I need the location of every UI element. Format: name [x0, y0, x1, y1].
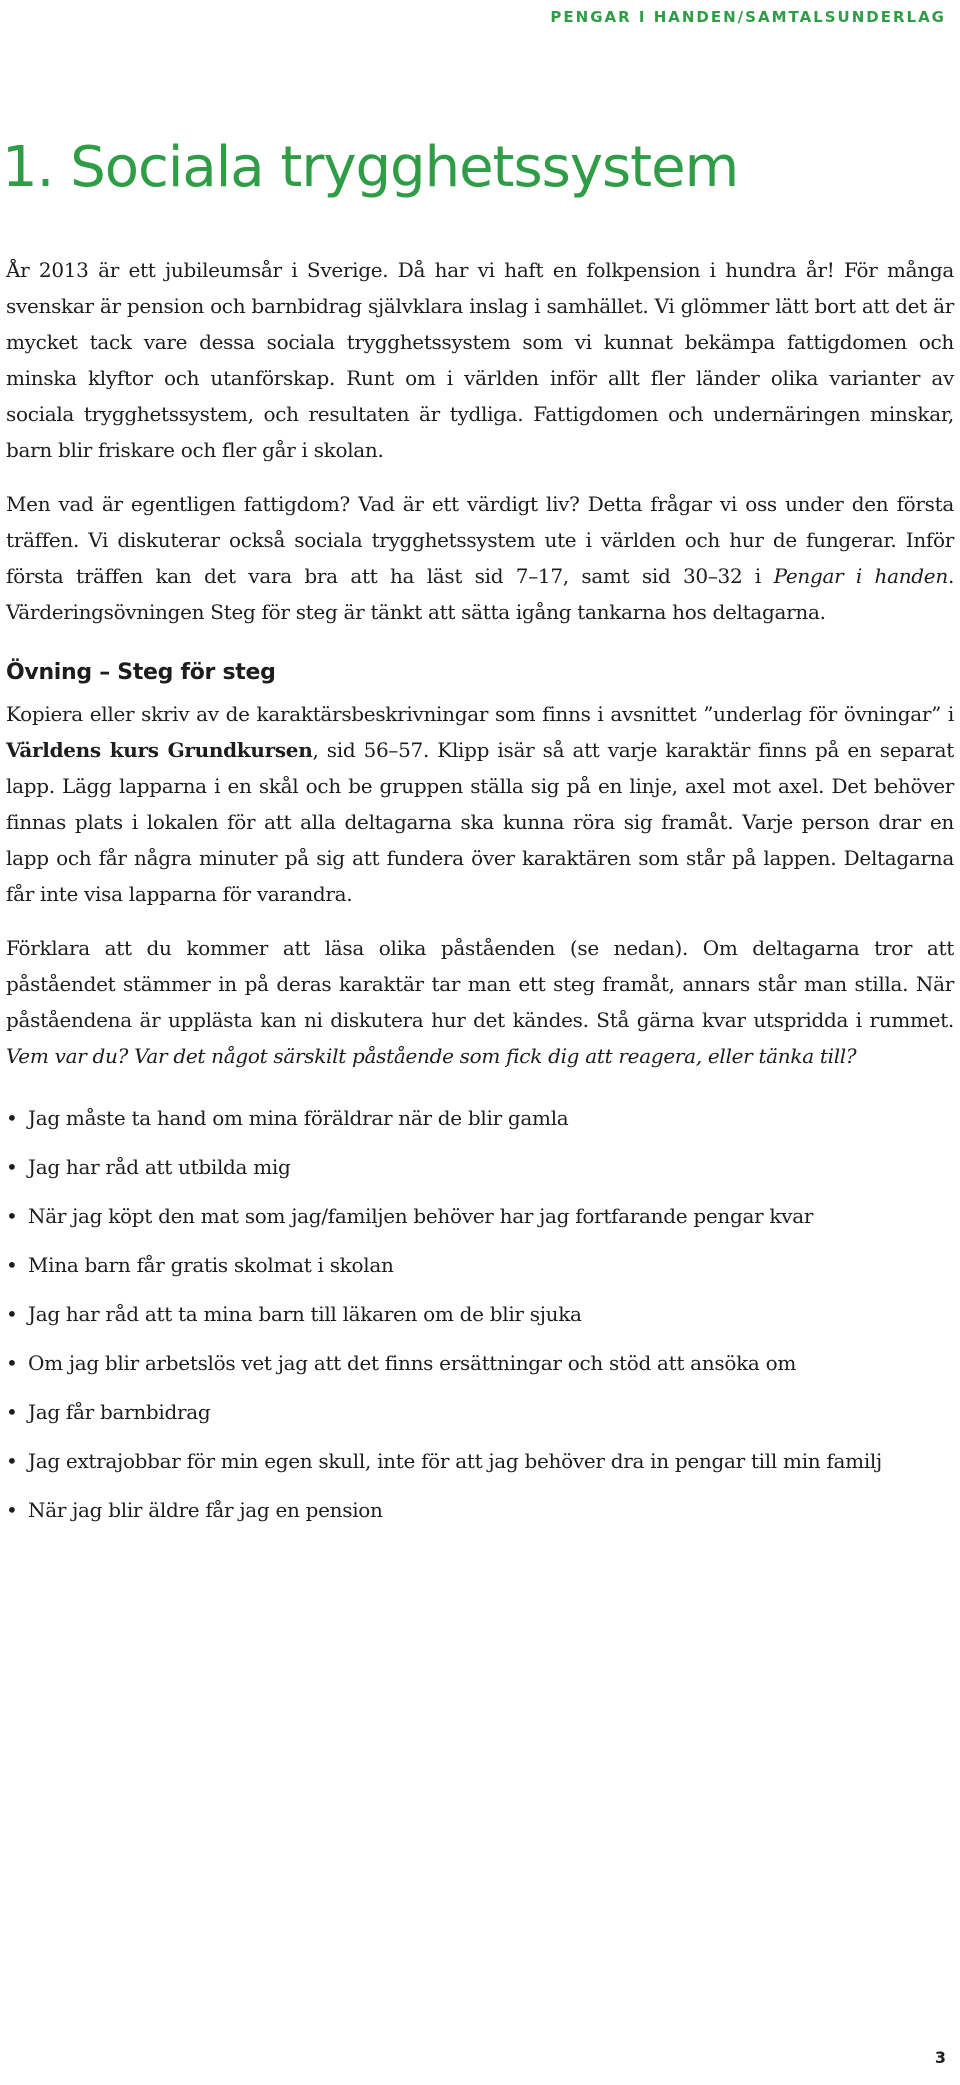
bullet-icon: •: [6, 1253, 18, 1277]
bullet-icon: •: [6, 1351, 18, 1375]
statement-text: Jag extrajobbar för min egen skull, inte för att jag behöver dra in pengar till min familj: [28, 1449, 882, 1473]
bullet-icon: •: [6, 1106, 18, 1130]
list-item: [6, 1443, 954, 1479]
exercise-paragraph: [6, 696, 954, 912]
page-title: 1. Sociala trygghetssystem: [2, 135, 739, 200]
bullet-icon: •: [6, 1155, 18, 1179]
statement-text: Jag måste ta hand om mina föräldrar när de blir gamla: [28, 1106, 569, 1130]
statement-text: Jag har råd att ta mina barn till läkaren om de blir sjuka: [28, 1302, 582, 1326]
statement-text: Jag har råd att utbilda mig: [28, 1155, 291, 1179]
list-item: [6, 1100, 954, 1136]
bullet-icon: •: [6, 1449, 18, 1473]
instruction-paragraph: [6, 930, 954, 1074]
intro-text: Men vad är egentligen fattigdom? Vad är ett värdigt liv? Detta frågar vi oss under den första träffen. Vi diskuterar också sociala trygghetssystem ute i världen och hur de fungerar. Inför första träffen kan det vara bra att ha läst sid 7–17, samt sid 30–32 i: [6, 492, 954, 588]
intro-text: . Värderingsövningen Steg för steg är tänkt att sätta igång tankarna hos deltagarna.: [6, 564, 954, 624]
exercise-text: , sid 56–57. Klipp isär så att varje karaktär finns på en separat lapp. Lägg lapparna i en skål och be gruppen ställa sig på en linje, axel mot axel. Det behöver finnas plats i lokalen för att alla deltagarna ska kunna röra sig framåt. Varje person drar en lapp och får några minuter på sig att fundera över karaktären som står på lappen. Deltagarna får inte visa lapparna för varandra.: [6, 738, 954, 906]
page-number: 3: [934, 2048, 946, 2067]
exercise-text: Kopiera eller skriv av de karaktärsbeskrivningar som finns i avsnittet ”underlag för övningar” i: [6, 702, 954, 726]
intro-paragraph: År 2013 är ett jubileumsår i Sverige. Då har vi haft en folkpension i hundra år! För många svenskar är pension och barnbidrag självklara inslag i samhället. Vi glömmer lätt bort att det är mycket tack vare dessa sociala trygghetssystem som vi kunnat bekämpa fattigdomen och minska klyftor och utanförskap. Runt om i världen inför allt fler länder olika varianter av sociala trygghetssystem, och resultaten är tydliga. Fattigdomen och undernäringen minskar, barn blir friskare och fler går i skolan.: [6, 258, 954, 462]
statement-text: Mina barn får gratis skolmat i skolan: [28, 1253, 394, 1277]
running-head: PENGAR I HANDEN/SAMTALSUNDERLAG: [550, 8, 946, 26]
list-item: [6, 1198, 954, 1234]
exercise-heading: Övning – Steg för steg: [6, 660, 276, 685]
list-item: [6, 1492, 954, 1528]
list-item: [6, 1345, 954, 1381]
list-item: [6, 1394, 954, 1430]
list-item: [6, 1247, 954, 1283]
list-item: [6, 1296, 954, 1332]
instruction-text: Förklara att du kommer att läsa olika påståenden (se nedan). Om deltagarna tror att påståendet stämmer in på deras karaktär tar man ett steg framåt, annars står man stilla. När påståendena är upplästa kan ni diskutera hur det kändes. Stå gärna kvar utspridda i rummet.: [6, 936, 954, 1032]
reflection-question: Vem var du? Var det något särskilt påstående som fick dig att reagera, eller tänka till?: [6, 1044, 857, 1068]
bullet-icon: •: [6, 1204, 18, 1228]
book-title: Pengar i handen: [773, 564, 948, 588]
statement-text: När jag blir äldre får jag en pension: [28, 1498, 383, 1522]
intro-paragraph-2: [6, 486, 954, 630]
statement-text: Jag får barnbidrag: [28, 1400, 211, 1424]
bullet-icon: •: [6, 1302, 18, 1326]
list-item: [6, 1149, 954, 1185]
statement-list: [6, 1100, 954, 1528]
bullet-icon: •: [6, 1400, 18, 1424]
course-title: Världens kurs Grundkursen: [6, 738, 313, 762]
page-content: [6, 252, 954, 1541]
statement-text: När jag köpt den mat som jag/familjen behöver har jag fortfarande pengar kvar: [28, 1204, 814, 1228]
statement-text: Om jag blir arbetslös vet jag att det finns ersättningar och stöd att ansöka om: [28, 1351, 797, 1375]
bullet-icon: •: [6, 1498, 18, 1522]
